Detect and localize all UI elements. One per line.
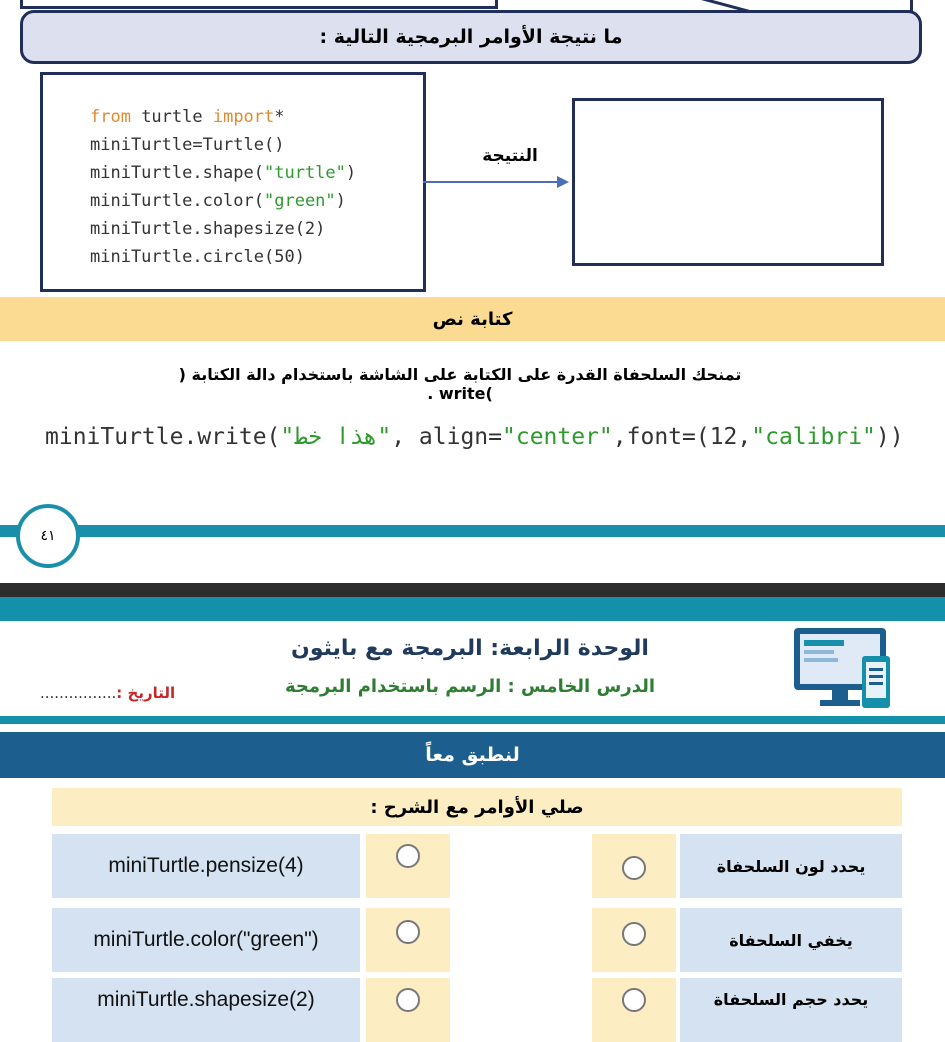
code-text: , align= — [391, 424, 502, 450]
radio-button[interactable] — [396, 988, 420, 1012]
question-bar — [20, 10, 922, 64]
code-text: miniTurtle.write( — [45, 424, 281, 450]
header-band — [0, 597, 945, 621]
code-keyword: import — [212, 107, 275, 127]
date-field[interactable] — [40, 684, 175, 702]
date-label: التاريخ : — [116, 684, 176, 702]
match-command-cell — [52, 834, 360, 898]
radio-button[interactable] — [622, 922, 646, 946]
match-title: صلي الأوامر مع الشرح : — [370, 796, 584, 818]
code-line-5: miniTurtle.shapesize(2) — [90, 219, 326, 239]
match-desc: يخفي السلحفاة — [729, 930, 853, 950]
radio-button[interactable] — [622, 856, 646, 880]
radio-button[interactable] — [622, 988, 646, 1012]
code-line-6: miniTurtle.circle(50) — [90, 247, 305, 267]
unit-title: الوحدة الرابعة: البرمجة مع بايثون — [291, 636, 649, 661]
radio-button[interactable] — [396, 844, 420, 868]
match-desc: يحدد حجم السلحفاة — [713, 990, 869, 1009]
match-desc-cell — [680, 834, 902, 898]
match-desc-cell — [680, 908, 902, 972]
result-label: النتيجة — [482, 146, 538, 166]
code-text: turtle — [130, 107, 213, 127]
match-command: miniTurtle.shapesize(2) — [97, 988, 315, 1011]
footer-line — [0, 525, 945, 537]
match-command: miniTurtle.color("green") — [93, 928, 319, 951]
write-code-line — [45, 424, 904, 450]
page-number: ٤١ — [40, 528, 56, 544]
match-command-cell — [52, 908, 360, 972]
match-desc-cell — [680, 978, 902, 1042]
code-lines — [90, 103, 356, 271]
code-box — [40, 72, 426, 292]
match-header — [52, 788, 902, 826]
arrow-line — [423, 181, 559, 183]
code-text: miniTurtle.shape( — [90, 163, 264, 183]
answer-box[interactable] — [572, 98, 884, 266]
code-string: "center" — [502, 424, 613, 450]
code-string: "green" — [264, 191, 336, 211]
previous-box-left — [20, 0, 498, 9]
code-string: "هذا خط" — [280, 424, 392, 450]
match-command: miniTurtle.pensize(4) — [108, 854, 304, 877]
code-text: )) — [875, 424, 904, 450]
apply-title: لنطبق معاً — [425, 744, 520, 766]
section-title: كتابة نص — [432, 308, 513, 330]
code-line-1 — [90, 103, 356, 131]
code-string: "turtle" — [264, 163, 346, 183]
section-title-band — [0, 297, 945, 341]
computer-monitor-icon — [792, 626, 892, 712]
page-divider — [0, 583, 945, 597]
code-text: * — [274, 107, 285, 127]
code-text: miniTurtle.color( — [90, 191, 264, 211]
code-string: "calibri" — [751, 424, 876, 450]
code-text: ,font=(12, — [612, 424, 752, 450]
code-line-4 — [90, 187, 356, 215]
date-dots: ................ — [40, 684, 117, 702]
code-keyword: from — [90, 107, 131, 127]
question-text: ما نتيجة الأوامر البرمجية التالية : — [319, 26, 623, 48]
page-number-badge — [16, 504, 80, 568]
code-text: ) — [335, 191, 346, 211]
match-command-cell — [52, 978, 360, 1042]
code-text: ) — [345, 163, 357, 183]
apply-bar — [0, 732, 945, 778]
write-description: تمنحك السلحفاة القدرة على الكتابة على الشاشة باستخدام دالة الكتابة ( )write . — [178, 365, 742, 403]
lesson-title: الدرس الخامس : الرسم باستخدام البرمجة — [284, 676, 656, 697]
arrow-right-icon — [557, 176, 569, 188]
match-desc: يحدد لون السلحفاة — [716, 856, 866, 876]
code-line-2: miniTurtle=Turtle() — [90, 135, 285, 155]
radio-button[interactable] — [396, 920, 420, 944]
header-underline — [0, 716, 945, 724]
code-line-3 — [90, 159, 356, 187]
